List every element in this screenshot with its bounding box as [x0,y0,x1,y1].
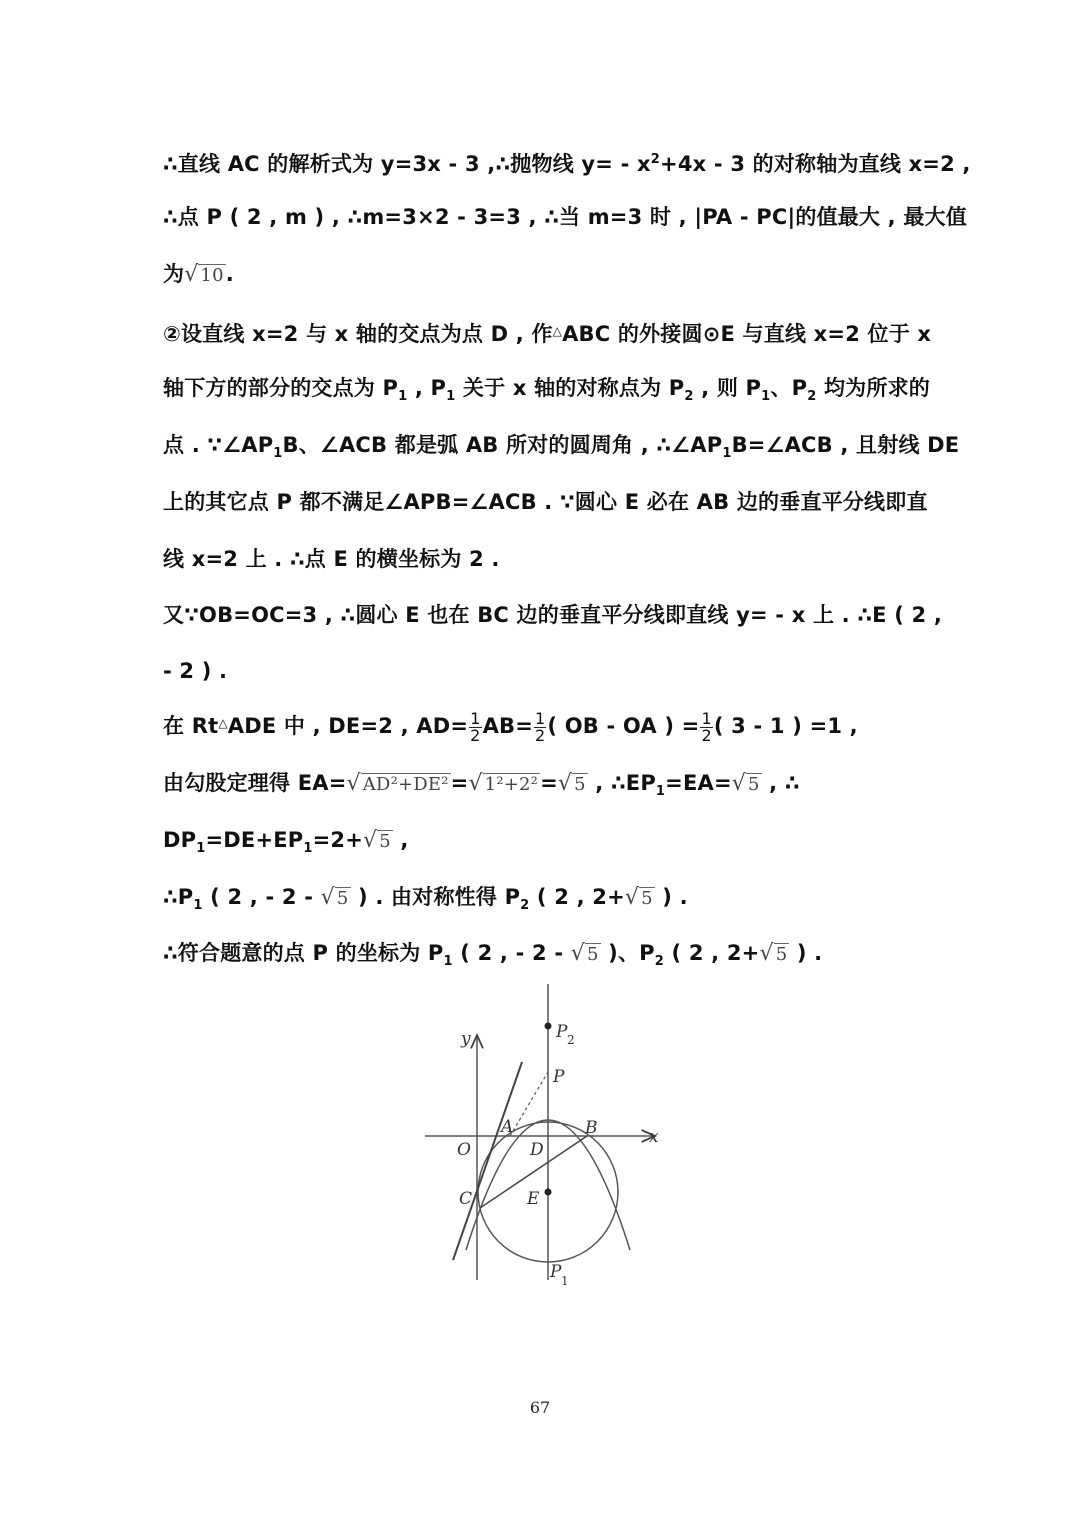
label-O: O [457,1140,471,1160]
text-line-2: ∴点 P ( 2 , m ) , ∴m=3×2 - 3=3 , ∴当 m=3 时 , |PA - PC|的值最大 , 最大值 [163,205,967,229]
text-line-15: ∴符合题意的点 P 的坐标为 $P_1$ ( 2 , - 2 - √ 5 )、$P_2$ ( 2 , 2+√ 5 ) . [163,941,823,970]
label-x: x [649,1127,659,1147]
label-P1-sub: 1 [561,1274,569,1288]
text-line-14: $\therefore P_1$ ( 2 , - 2 - √ 5 ) . 由对称性得 $P_2$ ( 2 , 2+√ 5 ) . [163,885,688,914]
point-P2 [545,1023,552,1030]
fraction-half: $\frac{1}{2}$ [470,708,481,745]
label-A: A [501,1117,514,1137]
line-AC [453,1062,522,1260]
text-line-3: 为√ 10. [163,262,234,287]
sqrt-expression: √ 5 [570,941,599,966]
label-P2-sub: 2 [567,1033,575,1047]
text-line-4: ②设直线 x=2 与 x 轴的交点为点 D , 作△ABC 的外接圆⊙E 与直线 x=2 位于 x [163,322,932,346]
sqrt-expression: √ 5 [320,885,349,910]
text-line-11: 在 Rt△ADE 中 , DE=2 , AD= $\frac{1}{2}$ AB= $\frac{1}{2}$ ( OB - OA ) = $\frac{1}{2}$ ( 3 - 1 ) =1 , [163,708,858,745]
figure-svg [415,980,675,1290]
fraction-half: $\frac{1}{2}$ [701,708,712,745]
text-line-10: - 2 ) . [163,659,228,683]
sqrt-expression: √ 5 [557,771,586,796]
page-number: 67 [529,1398,551,1417]
fraction-half: $\frac{1}{2}$ [535,708,546,745]
geometry-figure [415,980,675,1294]
label-C: C [459,1189,473,1209]
text-line-6: 点 . $\because\angle AP_1B$、∠ACB 都是弧 AB 所对的圆周角 , $\therefore\angle AP_1B=\angle ACB$ , 且射线 DE [163,433,960,462]
text-line-13: $DP_1=DE+EP_1=2+√$ 5 , [163,828,409,857]
text-line-7: 上的其它点 P 都不满足∠APB=∠ACB . ∵圆心 E 必在 AB 边的垂直平分线即直 [163,490,928,514]
sqrt-expression: √ 1²+2² [468,771,539,796]
sqrt-expression: √ 5 [731,771,760,796]
label-B: B [585,1118,598,1138]
label-D: D [530,1140,544,1160]
label-P1: P [550,1262,562,1282]
label-y: y [461,1029,471,1049]
label-P2: P [556,1022,568,1042]
sqrt-expression: √ AD²+DE² [346,771,449,796]
text-line-12: 由勾股定理得 EA=√ AD²+DE²=√ 1²+2²=√ 5 , $\therefore EP_1=EA=√$ 5 , ∴ [163,771,800,800]
sqrt-expression: √ 5 [363,828,391,853]
text-line-8: 线 x=2 上 . ∴点 E 的横坐标为 2 . [163,547,500,571]
text-line-1: ∴直线 AC 的解析式为 y=3x - 3 ,∴抛物线 $y= - x^2+4x - 3$ 的对称轴为直线 x=2 , [163,152,971,176]
point-E [545,1189,552,1196]
sqrt-expression: √ 5 [759,941,788,966]
sqrt-expression: √ 10 [184,262,224,287]
sqrt-expression: √ 5 [624,885,653,910]
label-E: E [527,1189,540,1209]
text-line-9: 又∵OB=OC=3 , ∴圆心 E 也在 BC 边的垂直平分线即直线 y= - x 上 . ∴E ( 2 , [163,603,943,627]
text-line-5: 轴下方的部分的交点为 $P_1$ , $P_1$ 关于 x 轴的对称点为 $P_2$ , 则 $P_1$、$P_2$ 均为所求的 [163,376,930,405]
label-P: P [553,1067,565,1087]
